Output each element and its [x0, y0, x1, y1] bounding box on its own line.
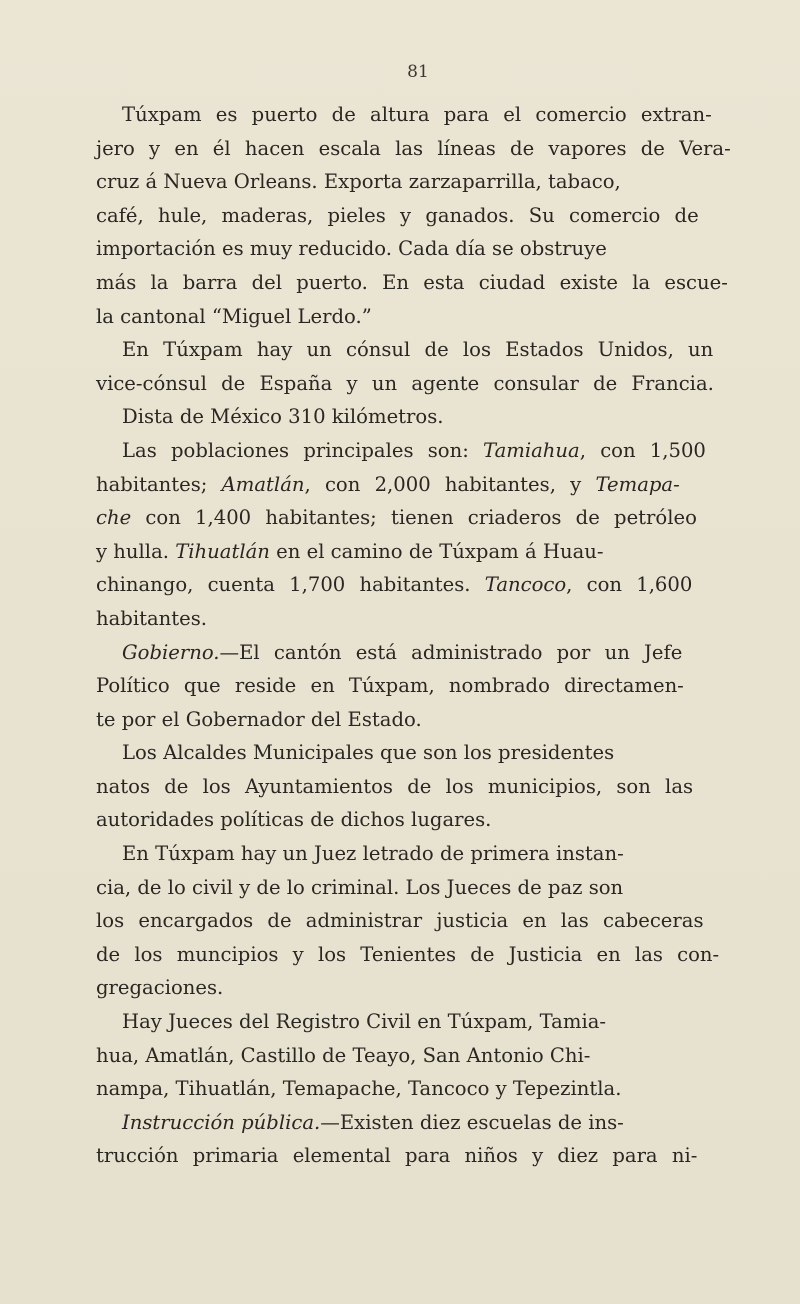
text-span: Las poblaciones principales son:	[122, 438, 484, 462]
text-span: habitantes;	[96, 472, 222, 496]
text-span: Hay Jueces del Registro Civil en Túxpam, Tamia-	[122, 1010, 607, 1034]
text-span: la cantonal “Miguel Lerdo.”	[96, 304, 372, 328]
text-line	[96, 434, 746, 468]
text-span: Los Alcaldes Municipales que son los presidentes	[122, 741, 615, 765]
italic-text: Tancoco	[484, 573, 567, 597]
text-span: En Túxpam hay un cónsul de los Estados Unidos, un	[122, 338, 714, 362]
text-line	[96, 636, 746, 670]
italic-text: Amatlán	[221, 472, 305, 496]
text-line	[96, 703, 746, 737]
text-line	[96, 165, 746, 199]
text-span: de los muncipios y los Tenientes de Justicia en las con-	[96, 942, 720, 966]
text-span: —Existen diez escuelas de ins-	[320, 1110, 624, 1134]
text-line	[96, 736, 746, 770]
text-span: cia, de lo civil y de lo criminal. Los Jueces de paz son	[96, 875, 624, 899]
text-line	[96, 199, 746, 233]
text-line	[96, 669, 746, 703]
text-span: —El cantón está administrado por un Jefe	[219, 640, 683, 664]
body-text	[96, 98, 746, 1173]
italic-text: Gobierno.	[122, 640, 220, 664]
text-span: jero y en él hacen escala las líneas de vapores de Vera-	[96, 136, 731, 160]
text-line	[96, 568, 746, 602]
text-line	[96, 1039, 746, 1073]
text-span: chinango, cuenta 1,700 habitantes.	[96, 573, 485, 597]
text-span: autoridades políticas de dichos lugares.	[96, 808, 492, 832]
text-line	[96, 904, 746, 938]
text-line	[96, 333, 746, 367]
text-line	[96, 602, 746, 636]
text-line	[96, 803, 746, 837]
text-line	[96, 535, 746, 569]
text-span: con 1,400 habitantes; tienen criaderos de petróleo	[131, 506, 697, 530]
text-line	[96, 98, 746, 132]
text-line	[96, 501, 746, 535]
text-line	[96, 367, 746, 401]
text-span: , con 1,500	[579, 438, 706, 462]
italic-text: Instrucción pública.	[122, 1110, 321, 1134]
text-span: más la barra del puerto. En esta ciudad existe la escue-	[96, 270, 728, 294]
text-line	[96, 1005, 746, 1039]
text-span: Político que reside en Túxpam, nombrado directamen-	[96, 674, 684, 698]
text-span: natos de los Ayuntamientos de los municipios, son las	[96, 774, 694, 798]
text-span: cruz á Nueva Orleans. Exporta zarzaparrilla, tabaco,	[96, 170, 621, 194]
text-line	[96, 1106, 746, 1140]
text-span: los encargados de administrar justicia en las cabeceras	[96, 909, 704, 933]
text-span: en el camino de Túxpam á Huau-	[269, 539, 604, 563]
text-line	[96, 871, 746, 905]
text-line	[96, 971, 746, 1005]
page-number: 81	[407, 62, 429, 82]
text-line	[96, 1139, 746, 1173]
text-line	[96, 938, 746, 972]
text-line	[96, 400, 746, 434]
text-span: importación es muy reducido. Cada día se obstruye	[96, 237, 607, 261]
text-line	[96, 468, 746, 502]
text-span: , con 2,000 habitantes, y	[304, 472, 596, 496]
text-span: En Túxpam hay un Juez letrado de primera instan-	[122, 842, 624, 866]
text-span: vice-cónsul de España y un agente consular de Francia.	[96, 371, 714, 395]
text-span: Dista de México 310 kilómetros.	[122, 405, 444, 429]
text-line	[96, 132, 746, 166]
italic-text: Tamiahua	[483, 438, 580, 462]
text-span: nampa, Tihuatlán, Temapache, Tancoco y Tepezintla.	[96, 1077, 622, 1101]
text-span: Túxpam es puerto de altura para el comercio extran-	[122, 103, 712, 126]
text-line	[96, 266, 746, 300]
text-span: , con 1,600	[566, 573, 693, 597]
italic-text: Temapa-	[595, 472, 680, 496]
text-span: habitantes.	[96, 606, 208, 630]
text-line	[96, 300, 746, 334]
text-span: y hulla.	[96, 539, 176, 563]
text-span: te por el Gobernador del Estado.	[96, 707, 422, 731]
text-line	[96, 232, 746, 266]
text-line	[96, 837, 746, 871]
text-line	[96, 1072, 746, 1106]
text-span: café, hule, maderas, pieles y ganados. Su comercio de	[96, 203, 699, 227]
text-span: hua, Amatlán, Castillo de Teayo, San Antonio Chi-	[96, 1043, 591, 1067]
text-span: gregaciones.	[96, 976, 224, 1000]
text-span: trucción primaria elemental para niños y diez para ni-	[96, 1144, 698, 1168]
text-line	[96, 770, 746, 804]
italic-text: che	[96, 506, 132, 530]
italic-text: Tihuatlán	[175, 539, 270, 563]
